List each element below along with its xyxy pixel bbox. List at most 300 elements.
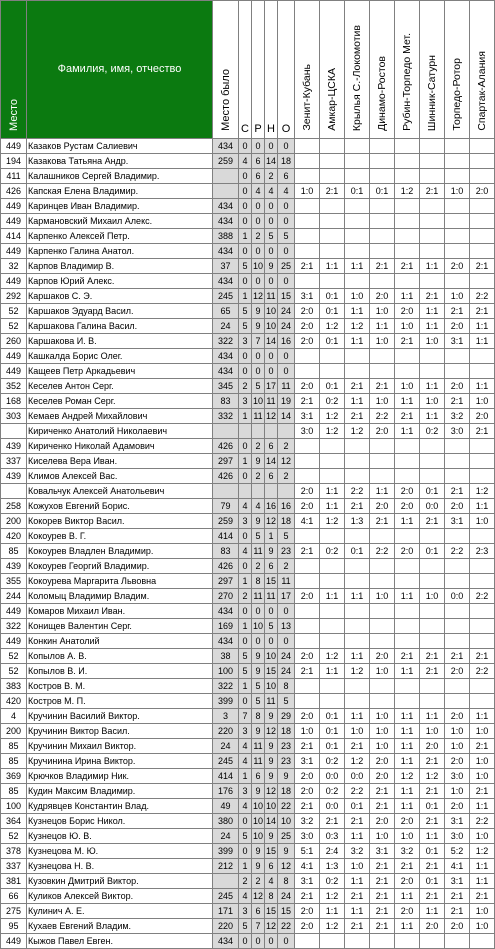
wins-cell: 5: [239, 829, 252, 844]
result-cell: 2:1: [470, 649, 495, 664]
result-cell: 1:0: [395, 379, 420, 394]
rank-cell: [1, 424, 27, 439]
wins-cell: 3: [239, 784, 252, 799]
draws-cell: 9: [252, 514, 265, 529]
result-cell: [320, 439, 345, 454]
result-cell: [345, 559, 370, 574]
result-cell: [470, 199, 495, 214]
result-cell: 3:1: [295, 874, 320, 889]
result-cell: 2:2: [470, 664, 495, 679]
prev-rank-header: [213, 1, 239, 139]
result-cell: [420, 229, 445, 244]
wins-cell: 1: [239, 454, 252, 469]
result-cell: 2:1: [470, 739, 495, 754]
wins-cell: 1: [239, 229, 252, 244]
wins-cell: 0: [239, 169, 252, 184]
match-header-label: Динамо-Ростов: [376, 56, 388, 131]
draws-cell: 8: [252, 574, 265, 589]
name-cell: Копылов В. И.: [27, 664, 213, 679]
result-cell: 1:2: [345, 424, 370, 439]
result-cell: [395, 199, 420, 214]
result-cell: 3:1: [445, 874, 470, 889]
result-cell: 0:1: [320, 739, 345, 754]
result-cell: 2:1: [370, 874, 395, 889]
wins-cell: 3: [239, 724, 252, 739]
result-cell: [370, 274, 395, 289]
rank-cell: 52: [1, 319, 27, 334]
result-cell: [370, 244, 395, 259]
result-cell: 1:1: [470, 334, 495, 349]
result-cell: [420, 559, 445, 574]
result-cell: [420, 154, 445, 169]
result-cell: [320, 679, 345, 694]
result-cell: [345, 619, 370, 634]
total-cell: 0: [278, 349, 295, 364]
result-cell: [320, 634, 345, 649]
result-cell: 1:1: [345, 829, 370, 844]
wins-header: [239, 1, 252, 139]
losses-cell: 0: [265, 139, 278, 154]
losses-cell: 0: [265, 214, 278, 229]
result-cell: [445, 139, 470, 154]
result-cell: 2:0: [395, 484, 420, 499]
result-cell: 1:0: [370, 724, 395, 739]
wins-cell: 1: [239, 289, 252, 304]
draws-cell: 10: [252, 259, 265, 274]
result-cell: 1:1: [395, 799, 420, 814]
name-cell: Кокоурев Георгий Владимир.: [27, 559, 213, 574]
result-cell: 1:2: [320, 409, 345, 424]
losses-cell: 0: [265, 349, 278, 364]
result-cell: 1:1: [420, 379, 445, 394]
result-cell: 1:1: [470, 859, 495, 874]
rank-cell: 381: [1, 874, 27, 889]
draws-cell: 0: [252, 604, 265, 619]
prev-rank-cell: 220: [213, 919, 239, 934]
result-cell: [295, 439, 320, 454]
result-cell: 2:1: [420, 889, 445, 904]
total-header-label: О: [281, 123, 291, 135]
total-cell: 0: [278, 364, 295, 379]
result-cell: 3:1: [445, 334, 470, 349]
result-cell: 2:1: [470, 259, 495, 274]
wins-cell: 0: [239, 349, 252, 364]
prev-rank-cell: 259: [213, 514, 239, 529]
table-row: [1, 544, 495, 559]
result-cell: 1:1: [320, 259, 345, 274]
losses-cell: 15: [265, 844, 278, 859]
total-cell: 0: [278, 214, 295, 229]
result-cell: [470, 694, 495, 709]
table-row: [1, 424, 495, 439]
draws-cell: 5: [252, 379, 265, 394]
result-cell: 1:2: [320, 919, 345, 934]
wins-cell: 1: [239, 619, 252, 634]
losses-cell: 14: [265, 154, 278, 169]
result-cell: [295, 454, 320, 469]
result-cell: [320, 529, 345, 544]
result-cell: 1:1: [320, 499, 345, 514]
draws-header-label: Р: [254, 123, 262, 135]
wins-cell: 4: [239, 754, 252, 769]
table-row: [1, 214, 495, 229]
result-cell: 2:0: [295, 379, 320, 394]
rank-cell: 52: [1, 829, 27, 844]
result-cell: 2:1: [395, 859, 420, 874]
result-cell: 2:1: [445, 394, 470, 409]
table-row: [1, 889, 495, 904]
result-cell: 0:1: [320, 724, 345, 739]
result-cell: [320, 214, 345, 229]
losses-cell: 10: [265, 319, 278, 334]
result-cell: [395, 244, 420, 259]
rank-cell: 52: [1, 649, 27, 664]
draws-cell: 5: [252, 679, 265, 694]
table-row: [1, 754, 495, 769]
result-cell: 3:0: [445, 424, 470, 439]
result-cell: 1:0: [420, 589, 445, 604]
table-row: [1, 244, 495, 259]
result-cell: 1:1: [370, 319, 395, 334]
rank-cell: 449: [1, 274, 27, 289]
result-cell: [370, 574, 395, 589]
prev-rank-cell: 259: [213, 154, 239, 169]
name-cell: Карпенко Алексей Петр.: [27, 229, 213, 244]
rank-cell: 378: [1, 844, 27, 859]
result-cell: 2:1: [320, 814, 345, 829]
result-cell: [295, 529, 320, 544]
total-cell: 12: [278, 454, 295, 469]
rank-cell: 32: [1, 259, 27, 274]
result-cell: [295, 199, 320, 214]
result-cell: 1:0: [470, 394, 495, 409]
total-cell: 18: [278, 514, 295, 529]
result-cell: [395, 364, 420, 379]
rank-cell: 411: [1, 169, 27, 184]
name-cell: Кухаев Евгений Владим.: [27, 919, 213, 934]
match-header-4: [370, 1, 395, 139]
result-cell: 0:1: [345, 799, 370, 814]
draws-cell: 2: [252, 439, 265, 454]
draws-cell: 10: [252, 814, 265, 829]
result-cell: 2:4: [320, 844, 345, 859]
result-cell: 2:0: [295, 919, 320, 934]
name-cell: Кудин Максим Владимир.: [27, 784, 213, 799]
result-cell: 1:1: [420, 904, 445, 919]
result-cell: 1:0: [470, 724, 495, 739]
result-cell: 1:0: [445, 289, 470, 304]
result-cell: [345, 529, 370, 544]
result-cell: 2:1: [295, 259, 320, 274]
total-cell: 0: [278, 604, 295, 619]
result-cell: 2:1: [345, 739, 370, 754]
result-cell: [395, 604, 420, 619]
prev-rank-cell: 297: [213, 574, 239, 589]
result-cell: 2:1: [420, 289, 445, 304]
result-cell: 1:2: [470, 844, 495, 859]
result-cell: [345, 934, 370, 949]
table-row: [1, 229, 495, 244]
result-cell: [395, 559, 420, 574]
table-row: [1, 619, 495, 634]
draws-cell: 5: [252, 694, 265, 709]
result-cell: [345, 274, 370, 289]
total-cell: 11: [278, 574, 295, 589]
result-cell: [445, 694, 470, 709]
result-cell: [345, 679, 370, 694]
rank-cell: [1, 484, 27, 499]
rank-cell: 449: [1, 244, 27, 259]
name-cell: Костров В. М.: [27, 679, 213, 694]
result-cell: 1:2: [345, 319, 370, 334]
result-cell: 2:2: [470, 814, 495, 829]
match-header-7: [445, 1, 470, 139]
table-row: [1, 679, 495, 694]
wins-cell: 4: [239, 499, 252, 514]
total-cell: 14: [278, 409, 295, 424]
result-cell: 3:1: [295, 754, 320, 769]
draws-cell: 0: [252, 199, 265, 214]
name-cell: Комаров Михаил Иван.: [27, 604, 213, 619]
prev-rank-cell: [213, 484, 239, 499]
result-cell: 0:1: [345, 184, 370, 199]
result-cell: [295, 559, 320, 574]
result-cell: [395, 529, 420, 544]
wins-cell: 2: [239, 379, 252, 394]
result-cell: 2:1: [370, 259, 395, 274]
result-cell: [470, 934, 495, 949]
table-row: [1, 604, 495, 619]
wins-cell: 4: [239, 889, 252, 904]
result-cell: 2:0: [295, 334, 320, 349]
result-cell: [320, 469, 345, 484]
losses-cell: 15: [265, 904, 278, 919]
result-cell: 0:2: [320, 754, 345, 769]
result-cell: 1:1: [320, 664, 345, 679]
rank-cell: 200: [1, 514, 27, 529]
result-cell: [420, 619, 445, 634]
draws-cell: 9: [252, 454, 265, 469]
total-cell: 23: [278, 754, 295, 769]
result-cell: [420, 529, 445, 544]
total-cell: 15: [278, 289, 295, 304]
prev-rank-cell: 322: [213, 679, 239, 694]
name-cell: Кашкалда Борис Олег.: [27, 349, 213, 364]
table-row: [1, 304, 495, 319]
rank-cell: 292: [1, 289, 27, 304]
result-cell: [370, 604, 395, 619]
result-cell: 1:0: [470, 514, 495, 529]
draws-cell: 4: [252, 499, 265, 514]
result-cell: 1:1: [345, 394, 370, 409]
rank-header-label: Место: [7, 99, 20, 131]
table-row: [1, 934, 495, 949]
draws-cell: 11: [252, 589, 265, 604]
result-cell: [445, 559, 470, 574]
result-cell: [345, 364, 370, 379]
result-cell: [470, 244, 495, 259]
prev-rank-cell: 345: [213, 379, 239, 394]
name-cell: Кручинина Ирина Виктор.: [27, 754, 213, 769]
prev-rank-cell: 49: [213, 799, 239, 814]
result-cell: 0:1: [420, 874, 445, 889]
name-cell: Каршаков Эдуард Васил.: [27, 304, 213, 319]
result-cell: [320, 364, 345, 379]
name-cell: Казакова Татьяна Андр.: [27, 154, 213, 169]
total-cell: 10: [278, 814, 295, 829]
result-cell: 2:0: [420, 919, 445, 934]
wins-cell: 4: [239, 799, 252, 814]
result-cell: 2:1: [420, 754, 445, 769]
result-cell: 0:1: [420, 799, 445, 814]
result-cell: 1:1: [420, 829, 445, 844]
draws-cell: 9: [252, 784, 265, 799]
result-cell: 2:1: [345, 889, 370, 904]
result-cell: 3:2: [295, 814, 320, 829]
prev-rank-cell: 322: [213, 334, 239, 349]
result-cell: 2:2: [470, 589, 495, 604]
rank-header: [1, 1, 27, 139]
result-cell: 2:1: [370, 799, 395, 814]
wins-cell: [239, 484, 252, 499]
total-cell: 6: [278, 169, 295, 184]
result-cell: 2:1: [395, 409, 420, 424]
result-cell: 0:1: [345, 544, 370, 559]
prev-rank-cell: 38: [213, 649, 239, 664]
total-cell: 0: [278, 244, 295, 259]
result-cell: [395, 229, 420, 244]
result-cell: [395, 469, 420, 484]
prev-rank-cell: 83: [213, 394, 239, 409]
result-cell: 2:1: [320, 184, 345, 199]
result-cell: 2:2: [370, 409, 395, 424]
result-cell: 1:1: [345, 304, 370, 319]
wins-cell: 5: [239, 304, 252, 319]
prev-rank-cell: 426: [213, 469, 239, 484]
losses-cell: 14: [265, 814, 278, 829]
result-cell: 0:3: [320, 829, 345, 844]
total-cell: 0: [278, 274, 295, 289]
prev-rank-header-label: Место было: [219, 69, 232, 131]
result-cell: [345, 469, 370, 484]
table-row: [1, 409, 495, 424]
result-cell: [395, 139, 420, 154]
result-cell: [470, 364, 495, 379]
wins-cell: 1: [239, 574, 252, 589]
name-cell: Кеселев Антон Серг.: [27, 379, 213, 394]
result-cell: 2:0: [295, 709, 320, 724]
losses-cell: 9: [265, 259, 278, 274]
rank-cell: 52: [1, 664, 27, 679]
name-cell: Конищев Валентин Серг.: [27, 619, 213, 634]
prev-rank-cell: 434: [213, 349, 239, 364]
result-cell: 2:0: [470, 409, 495, 424]
rank-cell: 244: [1, 589, 27, 604]
result-cell: [370, 934, 395, 949]
name-cell: Капская Елена Владимир.: [27, 184, 213, 199]
rank-cell: 449: [1, 214, 27, 229]
rank-cell: 355: [1, 574, 27, 589]
result-cell: 2:1: [420, 784, 445, 799]
result-cell: 0:1: [420, 844, 445, 859]
rank-cell: 369: [1, 769, 27, 784]
name-cell: Кокоурева Маргарита Львовна: [27, 574, 213, 589]
result-cell: 1:2: [395, 184, 420, 199]
result-cell: [320, 244, 345, 259]
table-row: [1, 334, 495, 349]
result-cell: [445, 439, 470, 454]
table-row: [1, 634, 495, 649]
total-cell: 18: [278, 724, 295, 739]
prev-rank-cell: 434: [213, 604, 239, 619]
name-cell: Климов Алексей Вас.: [27, 469, 213, 484]
total-cell: 5: [278, 694, 295, 709]
result-cell: 0:2: [420, 424, 445, 439]
result-cell: 2:0: [295, 769, 320, 784]
table-row: [1, 844, 495, 859]
result-cell: 2:0: [395, 544, 420, 559]
draws-cell: 2: [252, 559, 265, 574]
wins-cell: 0: [239, 634, 252, 649]
total-cell: 22: [278, 919, 295, 934]
losses-header-label: Н: [267, 123, 275, 135]
total-cell: 5: [278, 529, 295, 544]
result-cell: 0:0: [445, 589, 470, 604]
losses-cell: 12: [265, 919, 278, 934]
rank-cell: 449: [1, 349, 27, 364]
result-cell: 3:0: [445, 829, 470, 844]
result-cell: [445, 229, 470, 244]
name-cell: Ковальчук Алексей Анатольевич: [27, 484, 213, 499]
result-cell: 1:2: [320, 649, 345, 664]
result-cell: [320, 139, 345, 154]
result-cell: 1:1: [345, 709, 370, 724]
rank-cell: 168: [1, 394, 27, 409]
name-cell: Кокорев Виктор Васил.: [27, 514, 213, 529]
wins-cell: 3: [239, 394, 252, 409]
name-cell: Каршакова Галина Васил.: [27, 319, 213, 334]
prev-rank-cell: 426: [213, 439, 239, 454]
result-cell: [445, 679, 470, 694]
result-cell: 2:0: [395, 904, 420, 919]
result-cell: 1:1: [420, 319, 445, 334]
wins-cell: 0: [239, 469, 252, 484]
result-cell: 1:1: [395, 394, 420, 409]
result-cell: [395, 154, 420, 169]
match-header-label: Крылья С.-Локомотив: [351, 24, 363, 131]
result-cell: 0:0: [320, 799, 345, 814]
losses-cell: 9: [265, 709, 278, 724]
result-cell: 0:0: [320, 769, 345, 784]
losses-cell: 10: [265, 799, 278, 814]
result-cell: [445, 574, 470, 589]
result-cell: [295, 274, 320, 289]
result-cell: [295, 694, 320, 709]
result-cell: [345, 634, 370, 649]
result-cell: [295, 349, 320, 364]
total-cell: 16: [278, 499, 295, 514]
name-cell: Кудрявцев Константин Влад.: [27, 799, 213, 814]
result-cell: [395, 274, 420, 289]
result-cell: [345, 169, 370, 184]
result-cell: [420, 169, 445, 184]
rank-cell: 439: [1, 559, 27, 574]
match-header-label: Рубин-Торпедо Мет.: [401, 33, 413, 131]
rank-cell: 414: [1, 229, 27, 244]
result-cell: [445, 634, 470, 649]
table-row: [1, 289, 495, 304]
result-cell: 2:0: [370, 289, 395, 304]
